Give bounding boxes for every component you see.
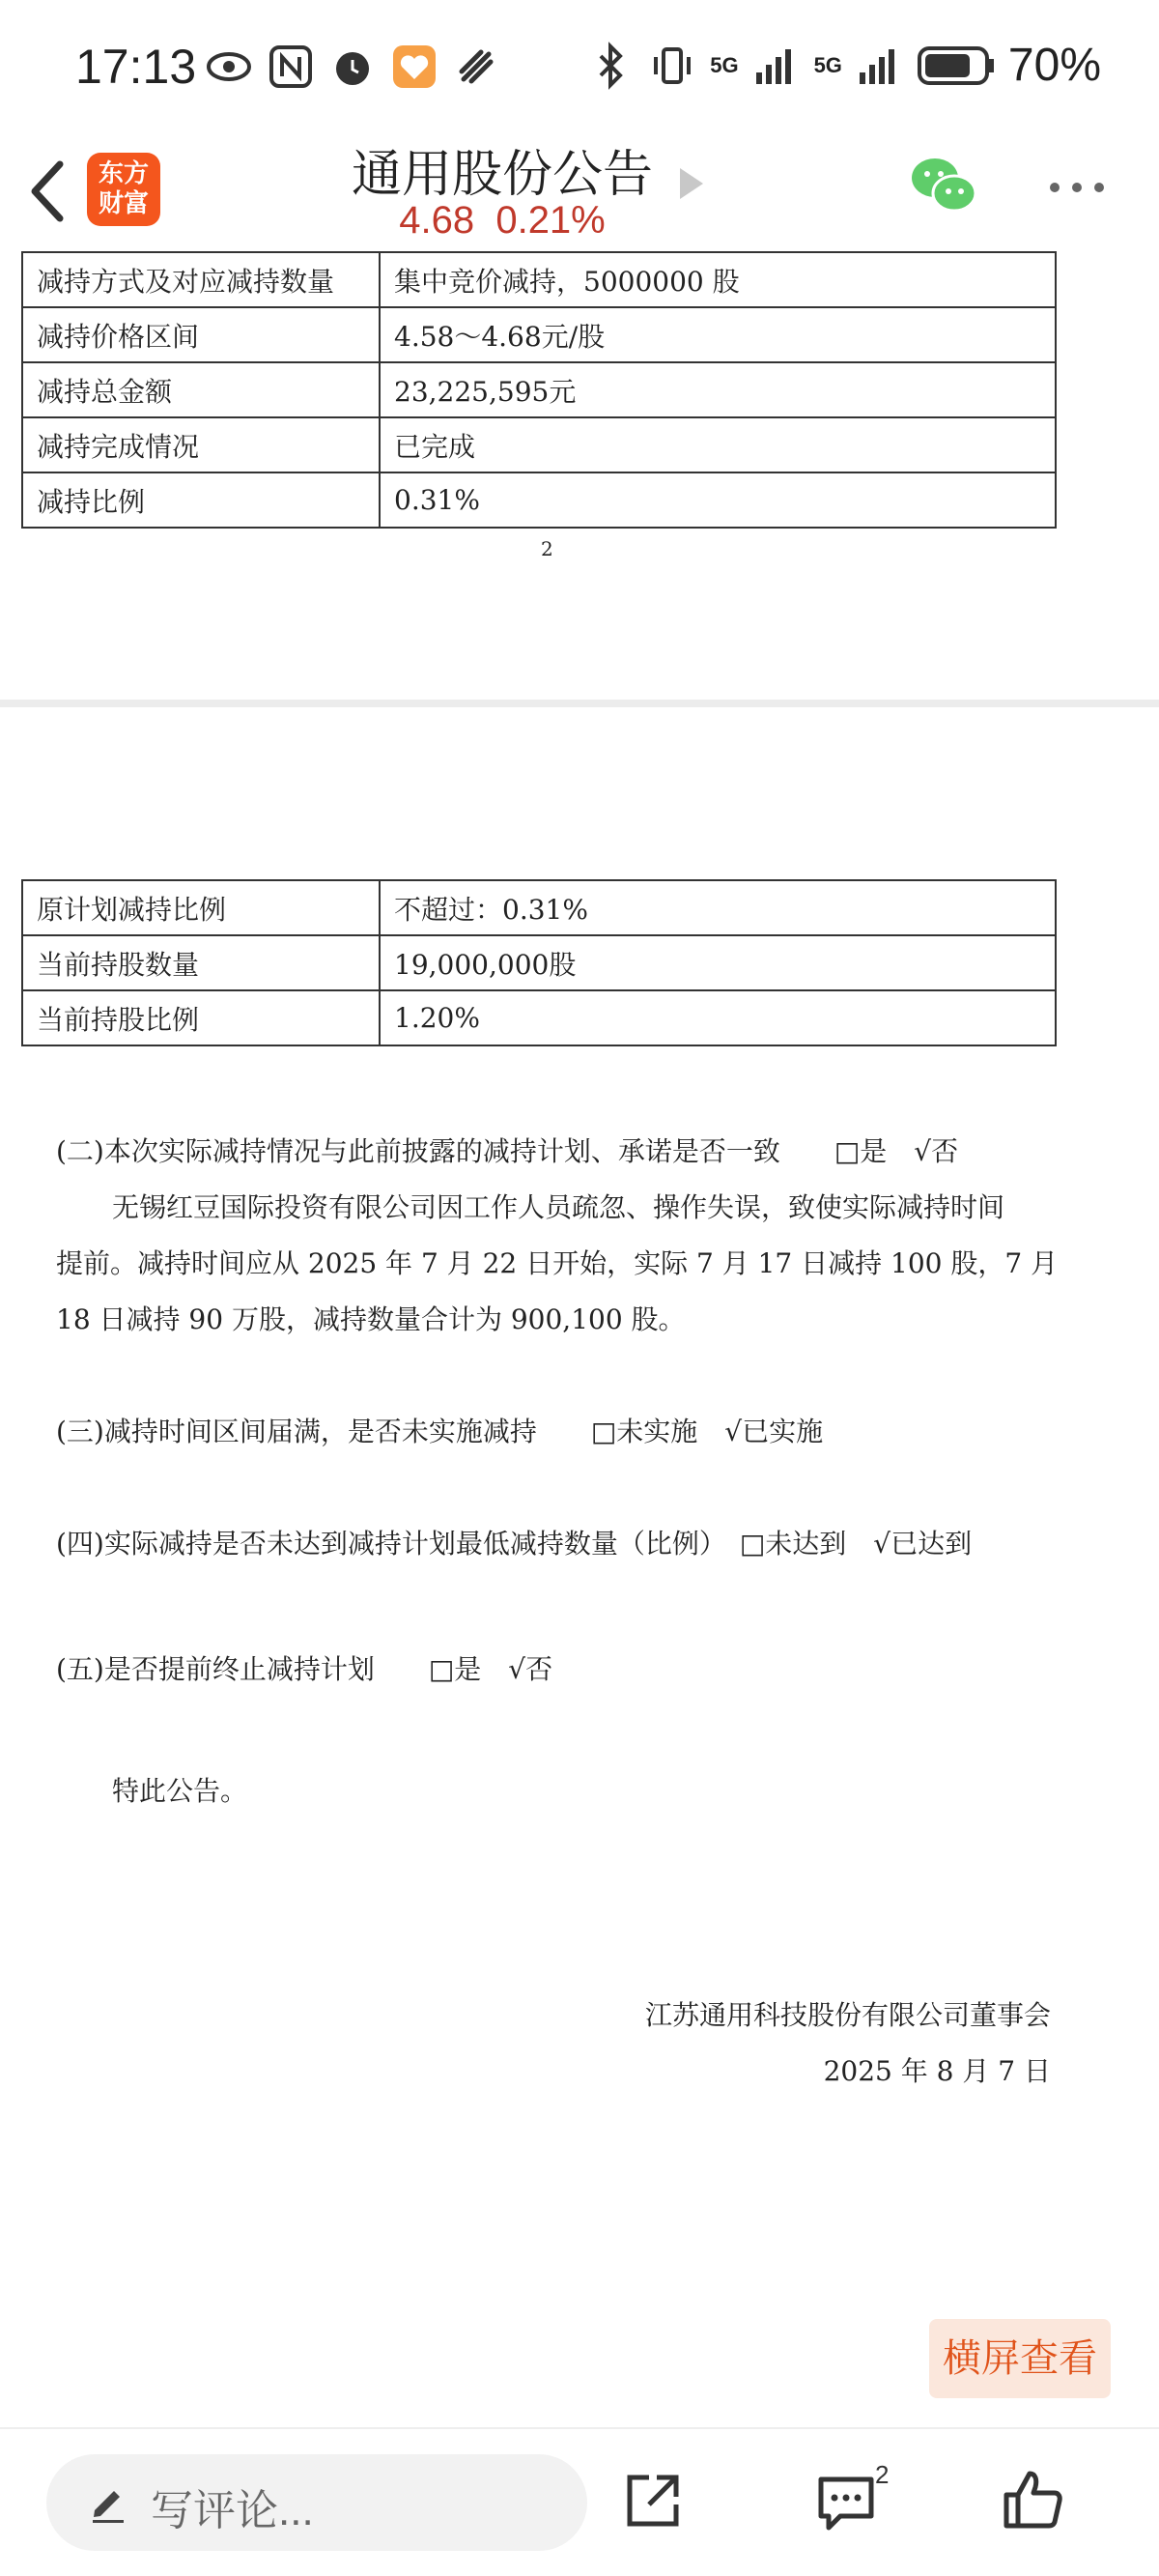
paragraph-line: 无锡红豆国际投资有限公司因工作人员疏忽、操作失误，致使实际减持时间: [112, 1191, 1005, 1223]
holding-status-table: [21, 879, 1057, 1046]
nfc-icon: [267, 43, 315, 91]
comment-placeholder: 写评论...: [151, 2487, 314, 2534]
stock-price: 4.68: [399, 199, 475, 242]
table-row: [22, 362, 1056, 417]
item-2-heading: (二)本次实际减持情况与此前披露的减持计划、承诺是否一致 □是 √否: [56, 1135, 959, 1167]
table-cell-value: 已完成: [380, 417, 1056, 472]
header: [0, 143, 1159, 257]
logo-line-1: 东方: [98, 159, 149, 188]
reduction-details-table: [21, 251, 1057, 529]
table-cell-label: 当前持股比例: [22, 990, 380, 1045]
battery-percent: 70%: [1007, 40, 1101, 91]
closing-text: 特此公告。: [112, 1775, 248, 1807]
comment-count: 2: [875, 2460, 890, 2489]
table-row: [22, 307, 1056, 362]
signal-icon: [752, 42, 801, 90]
alarm-icon: [328, 43, 377, 91]
bottom-action-bar: [0, 2427, 1159, 2576]
logo-line-2: 财富: [98, 189, 149, 218]
share-icon[interactable]: [622, 2470, 684, 2532]
eye-icon: [205, 43, 253, 91]
wechat-icon[interactable]: [908, 153, 979, 220]
table-cell-value: 1.20%: [380, 990, 1056, 1045]
table-cell-label: 减持比例: [22, 472, 380, 528]
table-cell-value: 不超过：0.31%: [380, 880, 1056, 935]
vibrate-icon: [648, 42, 696, 90]
comment-input[interactable]: [46, 2454, 587, 2551]
table-row: [22, 990, 1056, 1045]
network-1-label: 5G: [710, 52, 739, 77]
table-cell-value: 23,225,595元: [380, 362, 1056, 417]
item-4-heading: (四)实际减持是否未达到减持计划最低减持数量（比例） □未达到 √已达到: [56, 1528, 973, 1560]
back-arrow-icon[interactable]: [21, 153, 79, 230]
pencil-icon: [87, 2481, 129, 2524]
stock-quote: [348, 199, 657, 243]
page-number: 2: [541, 537, 553, 560]
page-title[interactable]: 通用股份公告: [351, 147, 653, 203]
stock-change: 0.21%: [495, 199, 606, 242]
paragraph-line: 18 日减持 90 万股，减持数量合计为 900,100 股。: [56, 1303, 686, 1335]
battery-icon: [918, 44, 995, 87]
table-cell-value: 19,000,000股: [380, 935, 1056, 990]
bluetooth-icon: [586, 42, 635, 90]
landscape-view-button[interactable]: 横屏查看: [929, 2319, 1111, 2398]
table-cell-value: 4.58～4.68元/股: [380, 307, 1056, 362]
status-icons-left: [205, 43, 500, 91]
status-time: 17:13: [75, 40, 197, 94]
table-cell-label: 减持方式及对应减持数量: [22, 252, 380, 307]
table-cell-label: 减持价格区间: [22, 307, 380, 362]
thumbs-up-icon[interactable]: [1001, 2468, 1064, 2532]
table-row: [22, 472, 1056, 528]
more-icon[interactable]: [1043, 168, 1111, 207]
table-cell-label: 减持完成情况: [22, 417, 380, 472]
table-row: [22, 935, 1056, 990]
health-app-icon: [390, 43, 438, 91]
table-cell-value: 集中竞价减持，5000000 股: [380, 252, 1056, 307]
signature-date: 2025 年 8 月 7 日: [823, 2055, 1051, 2087]
status-bar: [0, 0, 1159, 143]
table-row: [22, 252, 1056, 307]
network-2-label: 5G: [813, 52, 842, 77]
table-cell-value: 0.31%: [380, 472, 1056, 528]
app-logo[interactable]: [87, 153, 160, 226]
table-row: [22, 880, 1056, 935]
link-icon: [452, 43, 500, 91]
play-arrow-icon[interactable]: [676, 166, 705, 201]
table-row: [22, 417, 1056, 472]
comment-icon[interactable]: [815, 2472, 877, 2533]
status-icons-right: [586, 39, 1101, 92]
page-divider: [0, 700, 1159, 707]
item-5-heading: (五)是否提前终止减持计划 □是 √否: [56, 1653, 553, 1685]
paragraph-line: 提前。减持时间应从 2025 年 7 月 22 日开始，实际 7 月 17 日减持 100 股，7 月: [56, 1247, 1059, 1279]
signal-icon: [856, 42, 904, 90]
signatory: 江苏通用科技股份有限公司董事会: [644, 1999, 1051, 2031]
table-cell-label: 减持总金额: [22, 362, 380, 417]
table-cell-label: 原计划减持比例: [22, 880, 380, 935]
item-3-heading: (三)减持时间区间届满，是否未实施减持 □未实施 √已实施: [56, 1416, 824, 1447]
table-cell-label: 当前持股数量: [22, 935, 380, 990]
